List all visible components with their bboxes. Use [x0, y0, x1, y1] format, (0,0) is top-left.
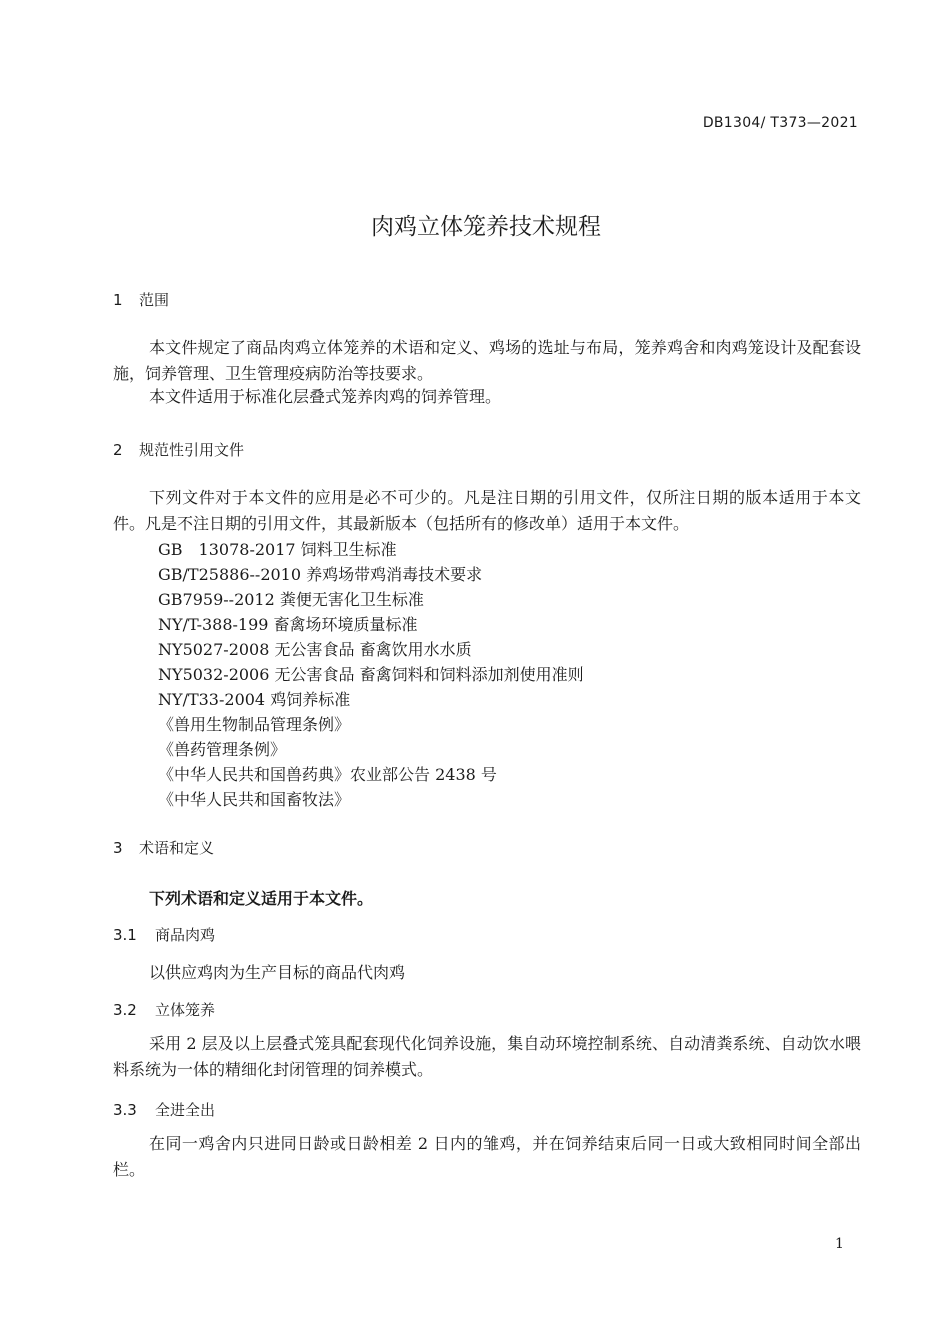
reference-item: GB 13078-2017 饲料卫生标准: [158, 540, 397, 559]
term-number: 3.2: [113, 1001, 137, 1019]
term-heading-3-2: [113, 999, 215, 1020]
term-number: 3.3: [113, 1101, 137, 1119]
reference-item: GB7959--2012 粪便无害化卫生标准: [158, 590, 424, 609]
references-intro: 下列文件对于本文件的应用是必不可少的。凡是注日期的引用文件，仅所注日期的版本适用于本文件。凡是不注日期的引用文件，其最新版本（包括所有的修改单）适用于本文件。: [113, 488, 861, 533]
section-title: 术语和定义: [139, 839, 215, 857]
term-definition-3-1: 以供应鸡肉为生产目标的商品代肉鸡: [149, 963, 406, 982]
reference-item: NY5027-2008 无公害食品 畜禽饮用水水质: [158, 640, 472, 659]
reference-item: NY5032-2006 无公害食品 畜禽饲料和饲料添加剂使用准则: [158, 665, 584, 684]
term-title: 全进全出: [155, 1101, 216, 1119]
term-title: 商品肉鸡: [155, 926, 216, 944]
section-title: 范围: [139, 291, 170, 309]
reference-item: 《兽用生物制品管理条例》: [158, 715, 351, 734]
section-heading-2: [113, 439, 244, 460]
document-title: 肉鸡立体笼养技术规程: [371, 214, 601, 240]
term-title: 立体笼养: [155, 1001, 216, 1019]
section-number: 1: [113, 291, 123, 309]
reference-item: 《中华人民共和国畜牧法》: [158, 790, 351, 809]
reference-item: NY/T-388-199 畜禽场环境质量标准: [158, 615, 418, 634]
reference-item: NY/T33-2004 鸡饲养标准: [158, 690, 351, 709]
section-heading-1: [113, 289, 169, 310]
term-definition-3-2: 采用 2 层及以上层叠式笼具配套现代化饲养设施，集自动环境控制系统、自动清粪系统、自动饮水喂料系统为一体的精细化封闭管理的饲养模式。: [113, 1034, 861, 1079]
section-title: 规范性引用文件: [139, 441, 245, 459]
term-number: 3.1: [113, 926, 137, 944]
reference-item: 《中华人民共和国兽药典》农业部公告 2438 号: [158, 765, 497, 784]
scope-paragraph-1: 本文件规定了商品肉鸡立体笼养的术语和定义、鸡场的选址与布局，笼养鸡舍和肉鸡笼设计及配套设施，饲养管理、卫生管理疫病防治等技要求。: [113, 338, 861, 383]
section-heading-3: [113, 837, 214, 858]
terms-intro: 下列术语和定义适用于本文件。: [149, 889, 374, 908]
reference-item: GB/T25886--2010 养鸡场带鸡消毒技术要求: [158, 565, 483, 584]
document-number: DB1304/ T373—2021: [702, 115, 858, 131]
page-number: 1: [835, 1236, 844, 1252]
section-number: 3: [113, 839, 123, 857]
term-heading-3-3: [113, 1099, 215, 1120]
scope-paragraph-2: 本文件适用于标准化层叠式笼养肉鸡的饲养管理。: [149, 387, 502, 406]
section-number: 2: [113, 441, 123, 459]
term-definition-3-3: 在同一鸡舍内只进同日龄或日龄相差 2 日内的雏鸡，并在饲养结束后同一日或大致相同时间全部出栏。: [113, 1134, 861, 1179]
term-heading-3-1: [113, 924, 215, 945]
reference-item: 《兽药管理条例》: [158, 740, 287, 759]
